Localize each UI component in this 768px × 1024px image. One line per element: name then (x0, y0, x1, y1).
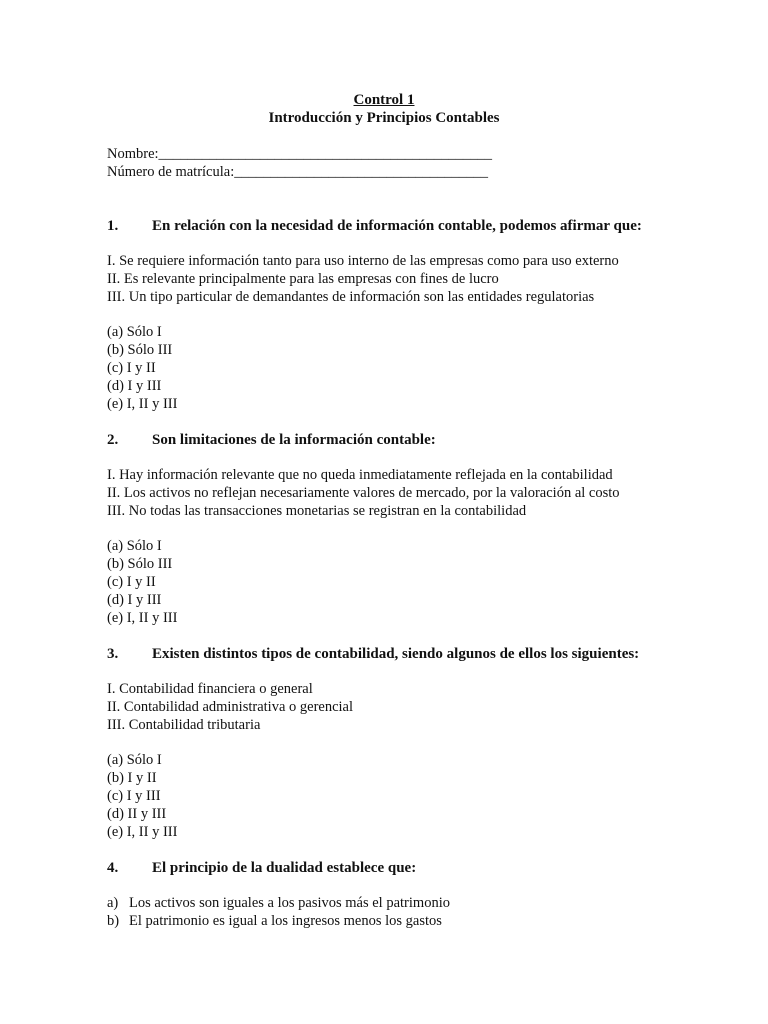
answer-option-text: El patrimonio es igual a los ingresos menos los gastos (129, 913, 442, 929)
name-field: Nombre:______________________________________________ (107, 146, 493, 162)
document-subtitle: Introducción y Principios Contables (268, 110, 500, 126)
statement: I. Hay información relevante que no queda inmediatamente reflejada en la contabilidad (107, 467, 613, 483)
statement: II. Los activos no reflejan necesariamente valores de mercado, por la valoración al costo (107, 485, 620, 501)
answer-option: (a) Sólo I (107, 752, 162, 768)
answer-option: (c) I y II (107, 574, 156, 590)
enrollment-field: Número de matrícula:___________________________________ (107, 164, 488, 180)
statement: II. Contabilidad administrativa o gerencial (107, 699, 354, 715)
answer-option: (c) I y II (107, 360, 156, 376)
statement: III. Contabilidad tributaria (107, 717, 261, 733)
question-number: 4. (107, 860, 119, 876)
answer-option: (d) I y III (107, 592, 162, 608)
answer-option: (d) I y III (107, 378, 162, 394)
answer-option: (b) I y II (107, 770, 157, 786)
answer-option: (a) Sólo I (107, 324, 162, 340)
question-text: Existen distintos tipos de contabilidad, siendo algunos de ellos los siguientes: (152, 646, 640, 662)
answer-option: (e) I, II y III (107, 824, 178, 840)
answer-option-letter: a) (107, 895, 119, 911)
statement: I. Se requiere información tanto para uso interno de las empresas como para uso externo (107, 253, 619, 269)
statement: I. Contabilidad financiera o general (107, 681, 313, 697)
answer-option-text: Los activos son iguales a los pasivos más el patrimonio (129, 895, 450, 911)
statement: III. Un tipo particular de demandantes de información son las entidades regulatorias (107, 289, 595, 305)
question-number: 2. (107, 432, 119, 448)
question-text: El principio de la dualidad establece que: (152, 860, 417, 876)
question-number: 1. (107, 218, 119, 234)
answer-option: (e) I, II y III (107, 610, 178, 626)
answer-option: (b) Sólo III (107, 342, 173, 358)
answer-option: (a) Sólo I (107, 538, 162, 554)
question-text: En relación con la necesidad de información contable, podemos afirmar que: (152, 218, 642, 234)
answer-option: (c) I y III (107, 788, 161, 804)
question-number: 3. (107, 646, 119, 662)
answer-option-letter: b) (107, 913, 120, 929)
answer-option: (d) II y III (107, 806, 167, 822)
statement: II. Es relevante principalmente para las empresas con fines de lucro (107, 271, 499, 287)
question-text: Son limitaciones de la información contable: (152, 432, 436, 448)
answer-option: (b) Sólo III (107, 556, 173, 572)
statement: III. No todas las transacciones monetarias se registran en la contabilidad (107, 503, 527, 519)
document-title: Control 1 (353, 92, 415, 108)
answer-option: (e) I, II y III (107, 396, 178, 412)
